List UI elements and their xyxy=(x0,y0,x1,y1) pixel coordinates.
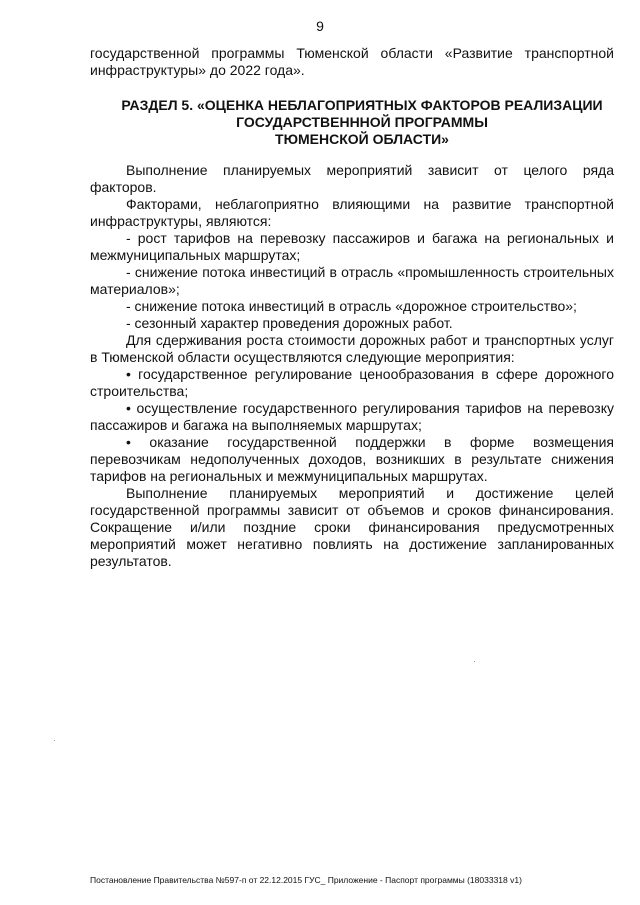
measure-item: • осуществление государственного регулирования тарифов на перевозку пассажиров и багажа на выполняемых маршрутах; xyxy=(90,400,614,433)
scan-speck xyxy=(474,661,475,662)
factor-item: - сезонный характер проведения дорожных работ. xyxy=(126,315,453,331)
section-heading-line-2: ГОСУДАРСТВЕНННОЙ ПРОГРАММЫ xyxy=(236,114,488,130)
section-heading-line-3: ТЮМЕНСКОЙ ОБЛАСТИ» xyxy=(275,131,449,147)
factor-item: - снижение потока инвестиций в отрасль «промышленность строительных материалов»; xyxy=(90,264,614,297)
paragraph-factors-intro: Выполнение планируемых мероприятий зависит от целого ряда факторов. xyxy=(90,162,614,195)
factor-item: - рост тарифов на перевозку пассажиров и багажа на региональных и межмуниципальных маршрутах; xyxy=(90,230,614,263)
paragraph-factors-list-intro: Факторами, неблагоприятно влияющими на развитие транспортной инфраструктуры, являются: xyxy=(90,196,614,229)
document-footer: Постановление Правительства №597-п от 22.12.2015 ГУС_ Приложение - Паспорт программы (18033318 v1) xyxy=(90,875,522,885)
intro-paragraph: государственной программы Тюменской области «Развитие транспортной инфраструктуры» до 2022 года». xyxy=(90,45,614,78)
measure-item: • государственное регулирование ценообразования в сфере дорожного строительства; xyxy=(90,366,614,399)
section-body xyxy=(90,162,614,570)
scan-speck xyxy=(54,740,55,741)
factor-item: - снижение потока инвестиций в отрасль «дорожное строительство»; xyxy=(126,298,577,314)
paragraph-measures-intro: Для сдерживания роста стоимости дорожных работ и транспортных услуг в Тюменской области осуществляются следующие мероприятия: xyxy=(90,332,614,365)
page-number: 9 xyxy=(316,18,324,34)
section-heading-line-1: РАЗДЕЛ 5. «ОЦЕНКА НЕБЛАГОПРИЯТНЫХ ФАКТОРОВ РЕАЛИЗАЦИИ xyxy=(121,97,603,113)
measure-item: • оказание государственной поддержки в форме возмещения перевозчикам недополученных доходов, возникших в результате снижения тарифов на региональных и межмуниципальных маршрутах. xyxy=(90,434,614,484)
paragraph-conclusion: Выполнение планируемых мероприятий и достижение целей государственной программы зависит от объемов и сроков финансирования. Сокращение и/или поздние сроки финансирования предусмотренных мероприятий может негативно повлиять на достижение запланированных результатов. xyxy=(90,485,614,569)
section-heading xyxy=(110,97,614,148)
